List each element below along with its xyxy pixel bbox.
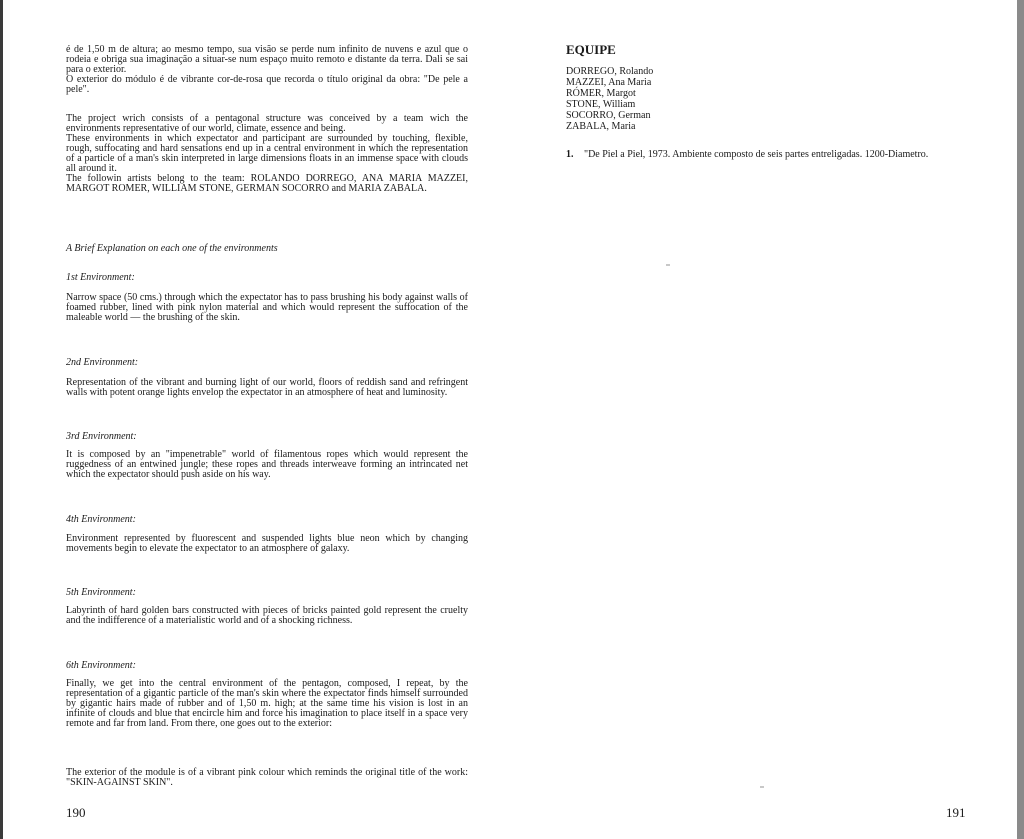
team-member: ZABALA, Maria (566, 121, 636, 132)
closing-paragraph: The exterior of the module is of a vibrant pink colour which reminds the original title of the work: "SKIN-AGAINST SKIN". (66, 767, 468, 788)
right-scan-edge (1017, 0, 1024, 839)
environment-4-text: Environment represented by fluorescent and suspended lights blue neon which by changing movements begin to elevate the expectator to an atmosphere of galaxy. (66, 533, 468, 554)
environment-4-heading: 4th Environment: (66, 514, 136, 525)
english-intro (66, 114, 468, 194)
team-member: SOCORRO, German (566, 110, 651, 121)
footnote-number: 1. (566, 149, 574, 160)
right-page (566, 0, 976, 839)
footnote (566, 149, 976, 161)
intro-en-paragraph-2: These environments in which expectator and participant are surrounded by touching, flexible, rough, suffocating and hard sensations end up in a central environment in which the representation of a particle of a man's skin interpreted in large dimensions floats in an immense space with clouds all around it. (66, 133, 468, 174)
environment-5-text: Labyrinth of hard golden bars constructed with pieces of bricks painted gold represent the cruelty and the indifference of a materialistic world and of a shocking richness. (66, 605, 468, 626)
intro-pt-paragraph-2: O exterior do módulo é de vibrante cor-de-rosa que recorda o título original da obra: "De pele a pele". (66, 74, 468, 95)
environment-6-text: Finally, we get into the central environment of the pentagon, composed, I repeat, by the representation of a gigantic particle of the man's skin where the expectator finds himself surrounded by gigantic hairs made of rubber and of 1,50 m. high; at the same time his vision is lost in an infinite of clouds and blue that encircle him and force his imagination to place itself in a space very remote and far from land. From there, one goes out to the exterior: (66, 678, 468, 729)
page-number-right: 191 (946, 805, 966, 820)
brief-explanation-heading: A Brief Explanation on each one of the environments (66, 243, 278, 254)
team-member: STONE, William (566, 99, 636, 110)
environment-3-heading: 3rd Environment: (66, 431, 137, 442)
team-list (566, 66, 653, 132)
left-page (66, 0, 470, 839)
environment-3-text: It is composed by an "impenetrable" world of filamentous ropes which would represent the ruggedness of an entwined jungle; these ropes and threads interweave forming an intrincated net which the expectator should push aside on his way. (66, 449, 468, 480)
page-number-left: 190 (66, 805, 86, 820)
left-scan-edge (0, 0, 3, 839)
intro-en-paragraph-1: The project wrich consists of a pentagonal structure was conceived by a team wich the environments representative of our world, climate, essence and being. (66, 113, 468, 134)
team-member: RÓMER, Margot (566, 88, 636, 99)
scan-speck (760, 786, 764, 788)
environment-2-heading: 2nd Environment: (66, 357, 139, 368)
scan-speck (666, 264, 670, 266)
portuguese-intro (66, 45, 468, 95)
environment-5-heading: 5th Environment: (66, 587, 136, 598)
environment-2-text: Representation of the vibrant and burning light of our world, floors of reddish sand and refringent walls with potent orange lights envelop the expectator in an atmosphere of heat and luminosity. (66, 377, 468, 398)
intro-pt-paragraph-1: é de 1,50 m de altura; ao mesmo tempo, sua visão se perde num infinito de nuvens e azul que o rodeia e obriga sua imaginação a situar-se num espaço muito remoto e distante da terra. Dali se sai para o exterior. (66, 44, 468, 75)
environment-1-heading: 1st Environment: (66, 272, 135, 283)
environment-6-heading: 6th Environment: (66, 660, 136, 671)
team-member: MAZZEI, Ana Maria (566, 77, 652, 88)
intro-en-paragraph-3: The followin artists belong to the team: ROLANDO DORREGO, ANA MARIA MAZZEI, MARGOT ROMER, WILLIAM STONE, GERMAN SOCORRO and MARIA ZABALA. (66, 173, 468, 194)
footnote-text: "De Piel a Piel, 1973. Ambiente composto de seis partes entreligadas. 1200-Diametro. (584, 149, 929, 160)
equipe-heading: EQUIPE (566, 42, 616, 57)
environment-1-text: Narrow space (50 cms.) through which the expectator has to pass brushing his body against walls of foamed rubber, lined with pink nylon material and which would represent the suffocation of the maleable world — the brushing of the skin. (66, 292, 468, 323)
team-member: DORREGO, Rolando (566, 66, 654, 77)
